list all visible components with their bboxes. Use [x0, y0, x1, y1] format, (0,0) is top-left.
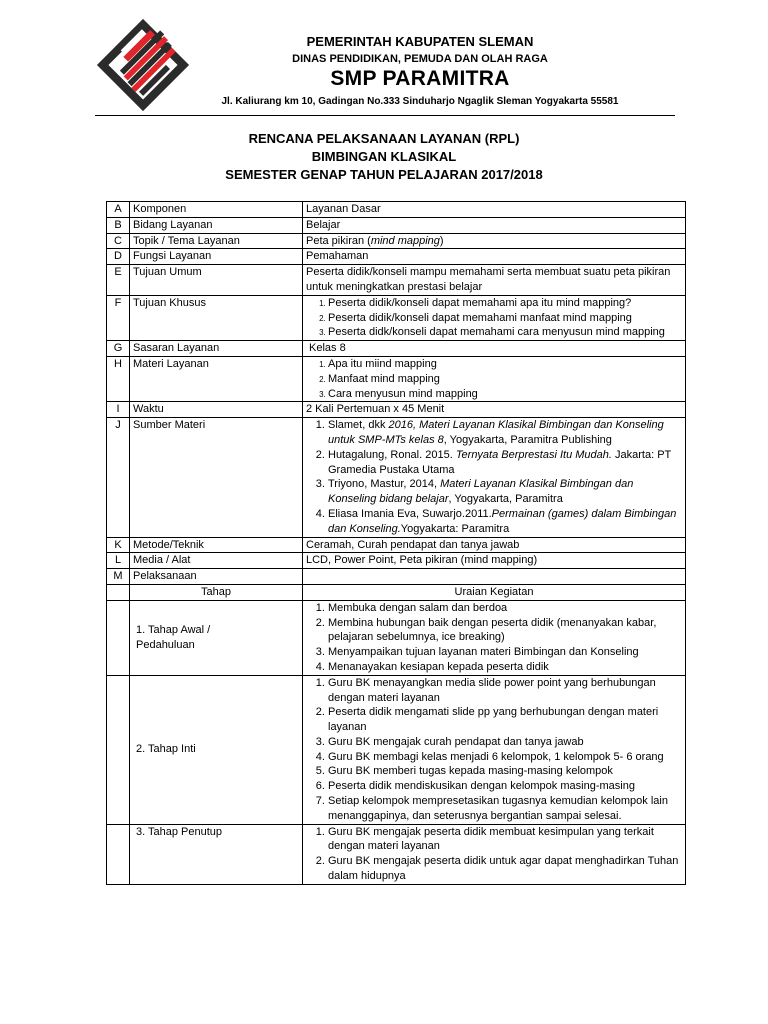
reference-item: 1. Slamet, dkk 2016, Materi Layanan Klasikal Bimbingan dan Konseling untuk SMP-MTs kelas 8, Yogyakarta, Paramitra Publishing — [328, 418, 682, 448]
document-title: RENCANA PELAKSANAAN LAYANAN (RPL) — [248, 131, 520, 146]
row-code: C — [107, 233, 130, 249]
list-item: 2. Peserta didik/konseli dapat memahami manfaat mind mapping — [328, 311, 682, 326]
row-label: Bidang Layanan — [130, 217, 303, 233]
row-code: A — [107, 202, 130, 218]
row-pelaksanaan — [107, 569, 686, 585]
row-code: G — [107, 341, 130, 357]
stage-name: 1. Tahap Awal / Pedahuluan — [130, 600, 303, 675]
list-item: 4. Guru BK membagi kelas menjadi 6 kelompok, 1 kelompok 5- 6 orang — [328, 750, 682, 765]
row-value — [303, 356, 686, 401]
row-value: Kelas 8 — [303, 341, 686, 357]
list-item: 6. Peserta didik mendiskusikan dengan kelompok masing-masing — [328, 779, 682, 794]
row-code: M — [107, 569, 130, 585]
header-divider — [95, 115, 675, 116]
list-item: 2. Peserta didik mengamati slide pp yang berhubungan dengan materi layanan — [328, 705, 682, 735]
row-label: Media / Alat — [130, 553, 303, 569]
list-item: 1. Membuka dengan salam dan berdoa — [328, 601, 682, 616]
empty-cell — [107, 824, 130, 884]
row-value — [303, 233, 686, 249]
empty-cell — [107, 600, 130, 675]
row-value: LCD, Power Point, Peta pikiran (mind mapping) — [303, 553, 686, 569]
stage-activities — [303, 600, 686, 675]
stage-row-inti — [107, 675, 686, 824]
list-item: 2. Guru BK mengajak peserta didik untuk agar dapat menghadirkan Tuhan dalam hidupnya — [328, 854, 682, 884]
stage-name: 3. Tahap Penutup — [130, 824, 303, 884]
list-item: 5. Guru BK memberi tugas kepada masing-masing kelompok — [328, 764, 682, 779]
row-komponen — [107, 202, 686, 218]
pelaksanaan-header-row — [107, 584, 686, 600]
list-item: 3. Guru BK mengajak curah pendapat dan tanya jawab — [328, 735, 682, 750]
row-label: Metode/Teknik — [130, 537, 303, 553]
row-code: H — [107, 356, 130, 401]
row-label: Materi Layanan — [130, 356, 303, 401]
row-topik — [107, 233, 686, 249]
row-waktu — [107, 402, 686, 418]
list-item: 2. Membina hubungan baik dengan peserta didik (menanyakan kabar, pelajaran sebelumnya, ice breaking) — [328, 616, 682, 646]
list-item: 1. Guru BK menayangkan media slide power point yang berhubungan dengan materi layanan — [328, 676, 682, 706]
stage-name: 2. Tahap Inti — [130, 675, 303, 824]
topik-text: Peta pikiran ( — [306, 234, 371, 247]
row-code: J — [107, 418, 130, 537]
reference-item: 3. Triyono, Mastur, 2014, Materi Layanan Klasikal Bimbingan dan Konseling bidang belajar, Yogyakarta, Paramitra — [328, 477, 682, 507]
row-value — [303, 418, 686, 537]
row-tujuan-khusus — [107, 295, 686, 340]
document-semester: SEMESTER GENAP TAHUN PELAJARAN 2017/2018 — [225, 167, 543, 182]
stage-row-awal — [107, 600, 686, 675]
row-value: Ceramah, Curah pendapat dan tanya jawab — [303, 537, 686, 553]
row-sumber-materi — [107, 418, 686, 537]
column-header-uraian: Uraian Kegiatan — [303, 584, 686, 600]
list-item: 7. Setiap kelompok mempresetasikan tugasnya kemudian kelompok lain menanggapinya, dan seterusnya bergantian sampai selesai. — [328, 794, 682, 824]
rpl-table — [106, 201, 686, 885]
empty-cell — [107, 675, 130, 824]
row-value — [303, 569, 686, 585]
column-header-tahap: Tahap — [130, 584, 303, 600]
row-label: Sumber Materi — [130, 418, 303, 537]
row-metode — [107, 537, 686, 553]
stage-activities — [303, 824, 686, 884]
topik-italic: mind mapping — [370, 234, 440, 247]
list-item: 1. Guru BK mengajak peserta didik membuat kesimpulan yang terkait dengan materi layanan — [328, 825, 682, 855]
row-code: I — [107, 402, 130, 418]
row-value: 2 Kali Pertemuan x 45 Menit — [303, 402, 686, 418]
row-label: Komponen — [130, 202, 303, 218]
empty-cell — [107, 584, 130, 600]
school-address: Jl. Kaliurang km 10, Gadingan No.333 Sinduharjo Ngaglik Sleman Yogyakarta 55581 — [221, 96, 619, 107]
list-item: 1. Apa itu miind mapping — [328, 357, 682, 372]
list-item: 3. Menyampaikan tujuan layanan materi Bimbingan dan Konseling — [328, 645, 682, 660]
row-materi — [107, 356, 686, 401]
row-code: B — [107, 217, 130, 233]
document-subtitle: BIMBINGAN KLASIKAL — [311, 149, 457, 164]
row-value: Layanan Dasar — [303, 202, 686, 218]
list-item: 3. Cara menyusun mind mapping — [328, 387, 682, 402]
department-name: DINAS PENDIDIKAN, PEMUDA DAN OLAH RAGA — [292, 53, 548, 65]
row-media — [107, 553, 686, 569]
list-item: 3. Peserta didk/konseli dapat memahami cara menyusun mind mapping — [328, 325, 682, 340]
row-label: Waktu — [130, 402, 303, 418]
list-item: 4. Menanayakan kesiapan kepada peserta didik — [328, 660, 682, 675]
row-label: Tujuan Khusus — [130, 295, 303, 340]
row-code: K — [107, 537, 130, 553]
row-sasaran — [107, 341, 686, 357]
reference-item: 2. Hutagalung, Ronal. 2015. Ternyata Berprestasi Itu Mudah. Jakarta: PT Gramedia Pustaka Utama — [328, 448, 682, 478]
row-code: D — [107, 249, 130, 265]
row-label: Topik / Tema Layanan — [130, 233, 303, 249]
row-label: Tujuan Umum — [130, 265, 303, 296]
row-value — [303, 295, 686, 340]
government-name: PEMERINTAH KABUPATEN SLEMAN — [306, 34, 534, 49]
row-value: Pemahaman — [303, 249, 686, 265]
reference-item: 4. Eliasa Imania Eva, Suwarjo.2011.Permainan (games) dalam Bimbingan dan Konseling.Yogyakarta: Paramitra — [328, 507, 682, 537]
row-code: E — [107, 265, 130, 296]
row-label: Pelaksanaan — [130, 569, 303, 585]
row-value: Belajar — [303, 217, 686, 233]
stage-activities — [303, 675, 686, 824]
list-item: 1. Peserta didik/konseli dapat memahami apa itu mind mapping? — [328, 296, 682, 311]
topik-close: ) — [439, 234, 444, 247]
row-bidang-layanan — [107, 217, 686, 233]
school-name: SMP PARAMITRA — [330, 67, 510, 90]
row-tujuan-umum — [107, 265, 686, 296]
row-label: Sasaran Layanan — [130, 341, 303, 357]
list-item: 2. Manfaat mind mapping — [328, 372, 682, 387]
stage-row-penutup — [107, 824, 686, 884]
row-value: Peserta didik/konseli mampu memahami serta membuat suatu peta pikiran untuk meningkatkan prestasi belajar — [303, 265, 686, 296]
row-label: Fungsi Layanan — [130, 249, 303, 265]
row-code: F — [107, 295, 130, 340]
row-fungsi — [107, 249, 686, 265]
row-code: L — [107, 553, 130, 569]
